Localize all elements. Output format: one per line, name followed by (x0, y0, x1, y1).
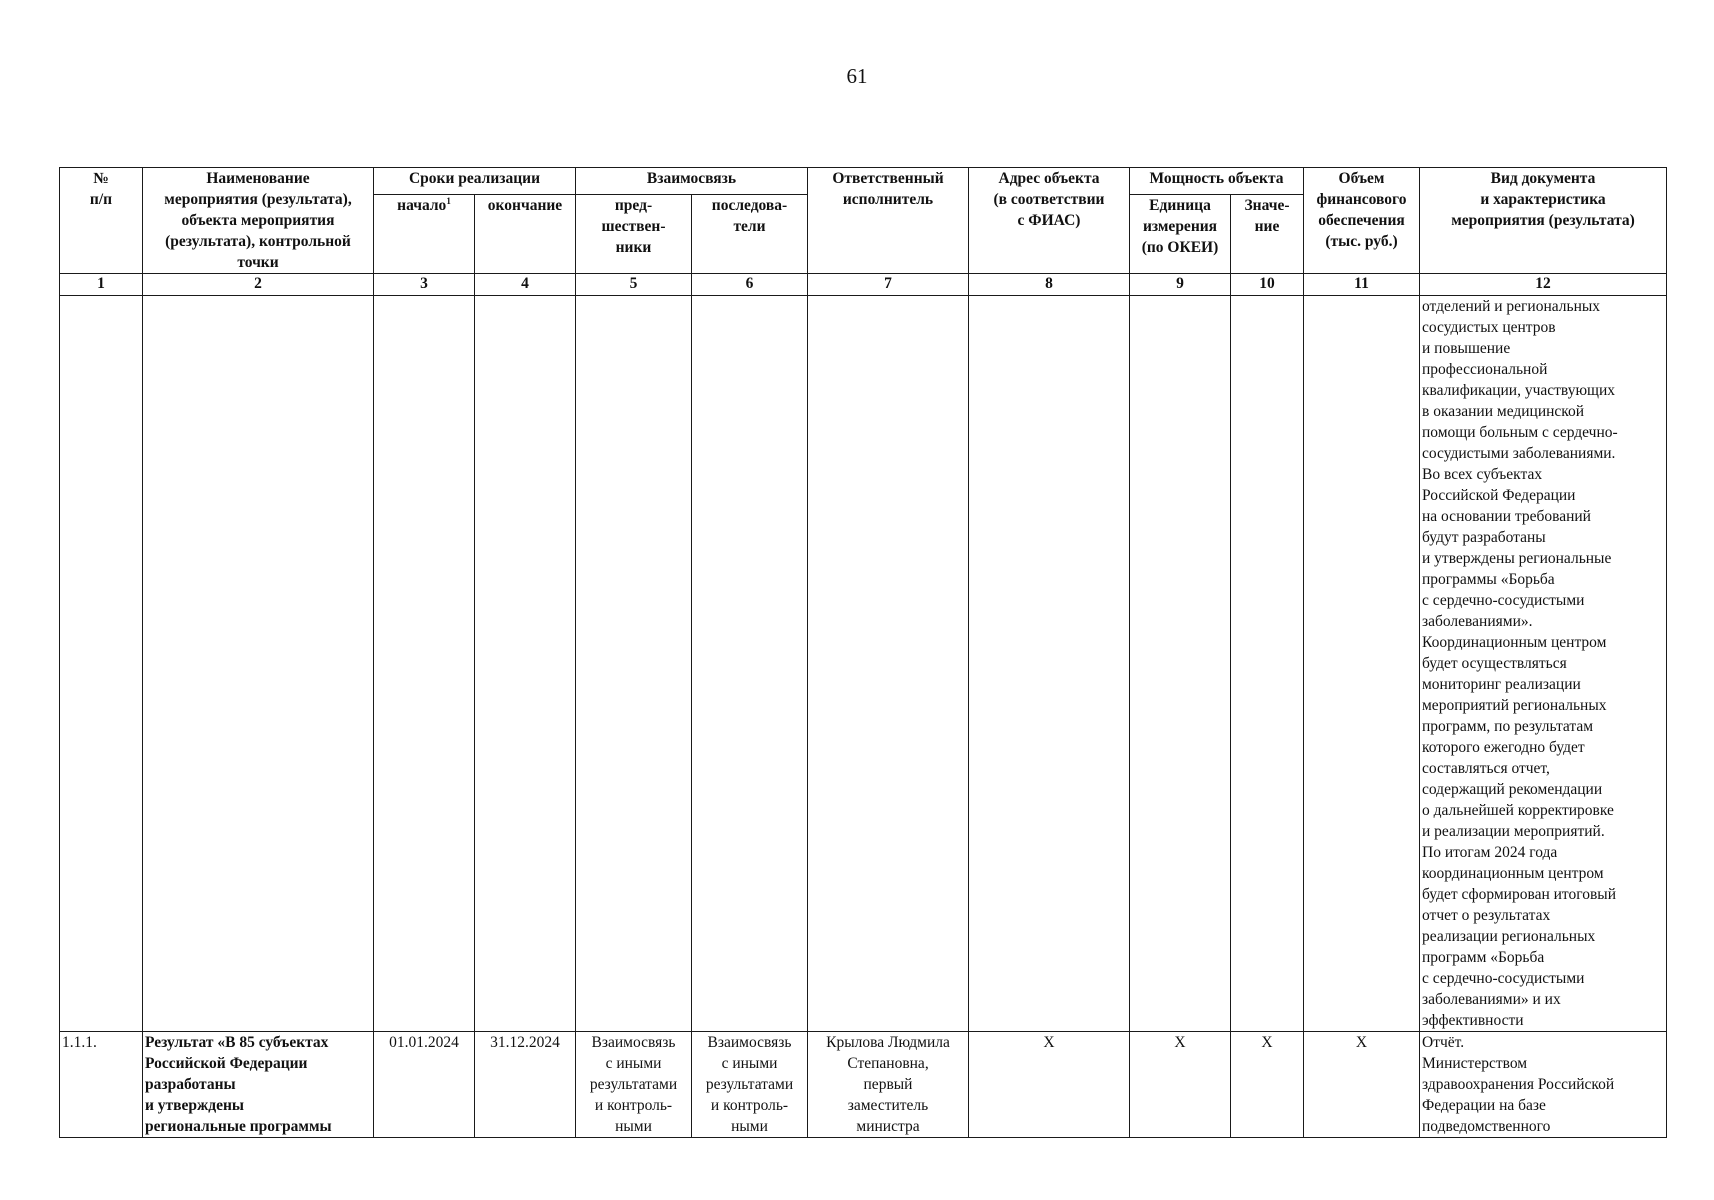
header-unit: Единица измерения (по ОКЕИ) (1130, 195, 1231, 274)
result-value: X (1231, 1032, 1304, 1138)
header-doc-type: Вид документа и характеристика мероприятия (результата) (1420, 168, 1667, 274)
result-end: 31.12.2024 (475, 1032, 576, 1138)
column-number: 6 (692, 274, 808, 296)
header-value: Значе- ние (1231, 195, 1304, 274)
empty-cell (374, 296, 475, 1032)
header-capacity: Мощность объекта (1130, 168, 1304, 195)
activities-table (59, 167, 1667, 1138)
header-name: Наименование мероприятия (результата), объекта мероприятия (результата), контрольной точки (143, 168, 374, 274)
column-number: 10 (1231, 274, 1304, 296)
header-start (374, 195, 475, 274)
column-number: 1 (60, 274, 143, 296)
column-number: 8 (969, 274, 1130, 296)
continuation-description: отделений и региональных сосудистых центров и повышение профессиональной квалификации, участвующих в оказании медицинской помощи больным с сердечно- сосудистыми заболеваниями. Во всех субъектах Российской Федерации на основании требований будут разработаны и утверждены региональные программы «Борьба с сердечно-сосудистыми заболеваниями». Координационным центром будет осуществляться мониторинг реализации мероприятий региональных программ, по результатам которого ежегодно будет составляться отчет, содержащий рекомендации о дальнейшей корректировке и реализации мероприятий. По итогам 2024 года координационным центром будет сформирован итоговый отчет о результатах реализации региональных программ «Борьба с сердечно-сосудистыми заболеваниями» и их эффективности (1420, 296, 1667, 1032)
empty-cell (1130, 296, 1231, 1032)
column-numbers-row (60, 274, 1667, 296)
result-start: 01.01.2024 (374, 1032, 475, 1138)
empty-cell (692, 296, 808, 1032)
result-address: X (969, 1032, 1130, 1138)
result-name: Результат «В 85 субъектах Российской Федерации разработаны и утверждены региональные программы (143, 1032, 374, 1138)
result-predecessors: Взаимосвязь с иными результатами и контроль- ными (576, 1032, 692, 1138)
empty-cell (969, 296, 1130, 1032)
column-number: 9 (1130, 274, 1231, 296)
result-num: 1.1.1. (60, 1032, 143, 1138)
result-successors: Взаимосвязь с иными результатами и контроль- ными (692, 1032, 808, 1138)
result-doc-type: Отчёт. Министерством здравоохранения Российской Федерации на базе подведомственного (1420, 1032, 1667, 1138)
empty-cell (475, 296, 576, 1032)
header-start-label: начало (397, 197, 447, 215)
header-successors: последова- тели (692, 195, 808, 274)
page-number: 61 (846, 64, 868, 88)
header-relation: Взаимосвязь (576, 168, 808, 195)
empty-cell (808, 296, 969, 1032)
header-terms: Сроки реализации (374, 168, 576, 195)
result-row (60, 1032, 1667, 1138)
header-funding: Объем финансового обеспечения (тыс. руб.) (1304, 168, 1420, 274)
header-row-1 (60, 168, 1667, 195)
continuation-row (60, 296, 1667, 1032)
column-number: 7 (808, 274, 969, 296)
column-number: 4 (475, 274, 576, 296)
result-responsible: Крылова Людмила Степановна, первый заместитель министра (808, 1032, 969, 1138)
empty-cell (60, 296, 143, 1032)
footnote-mark: 1 (446, 195, 451, 206)
column-number: 3 (374, 274, 475, 296)
column-number: 2 (143, 274, 374, 296)
empty-cell (1304, 296, 1420, 1032)
header-address: Адрес объекта (в соответствии с ФИАС) (969, 168, 1130, 274)
header-responsible: Ответственный исполнитель (808, 168, 969, 274)
result-unit: X (1130, 1032, 1231, 1138)
empty-cell (1231, 296, 1304, 1032)
header-end: окончание (475, 195, 576, 274)
empty-cell (143, 296, 374, 1032)
result-funding: X (1304, 1032, 1420, 1138)
header-num: № п/п (60, 168, 143, 274)
empty-cell (576, 296, 692, 1032)
column-number: 11 (1304, 274, 1420, 296)
column-number: 5 (576, 274, 692, 296)
header-predecessors: пред- шествен- ники (576, 195, 692, 274)
column-number: 12 (1420, 274, 1667, 296)
